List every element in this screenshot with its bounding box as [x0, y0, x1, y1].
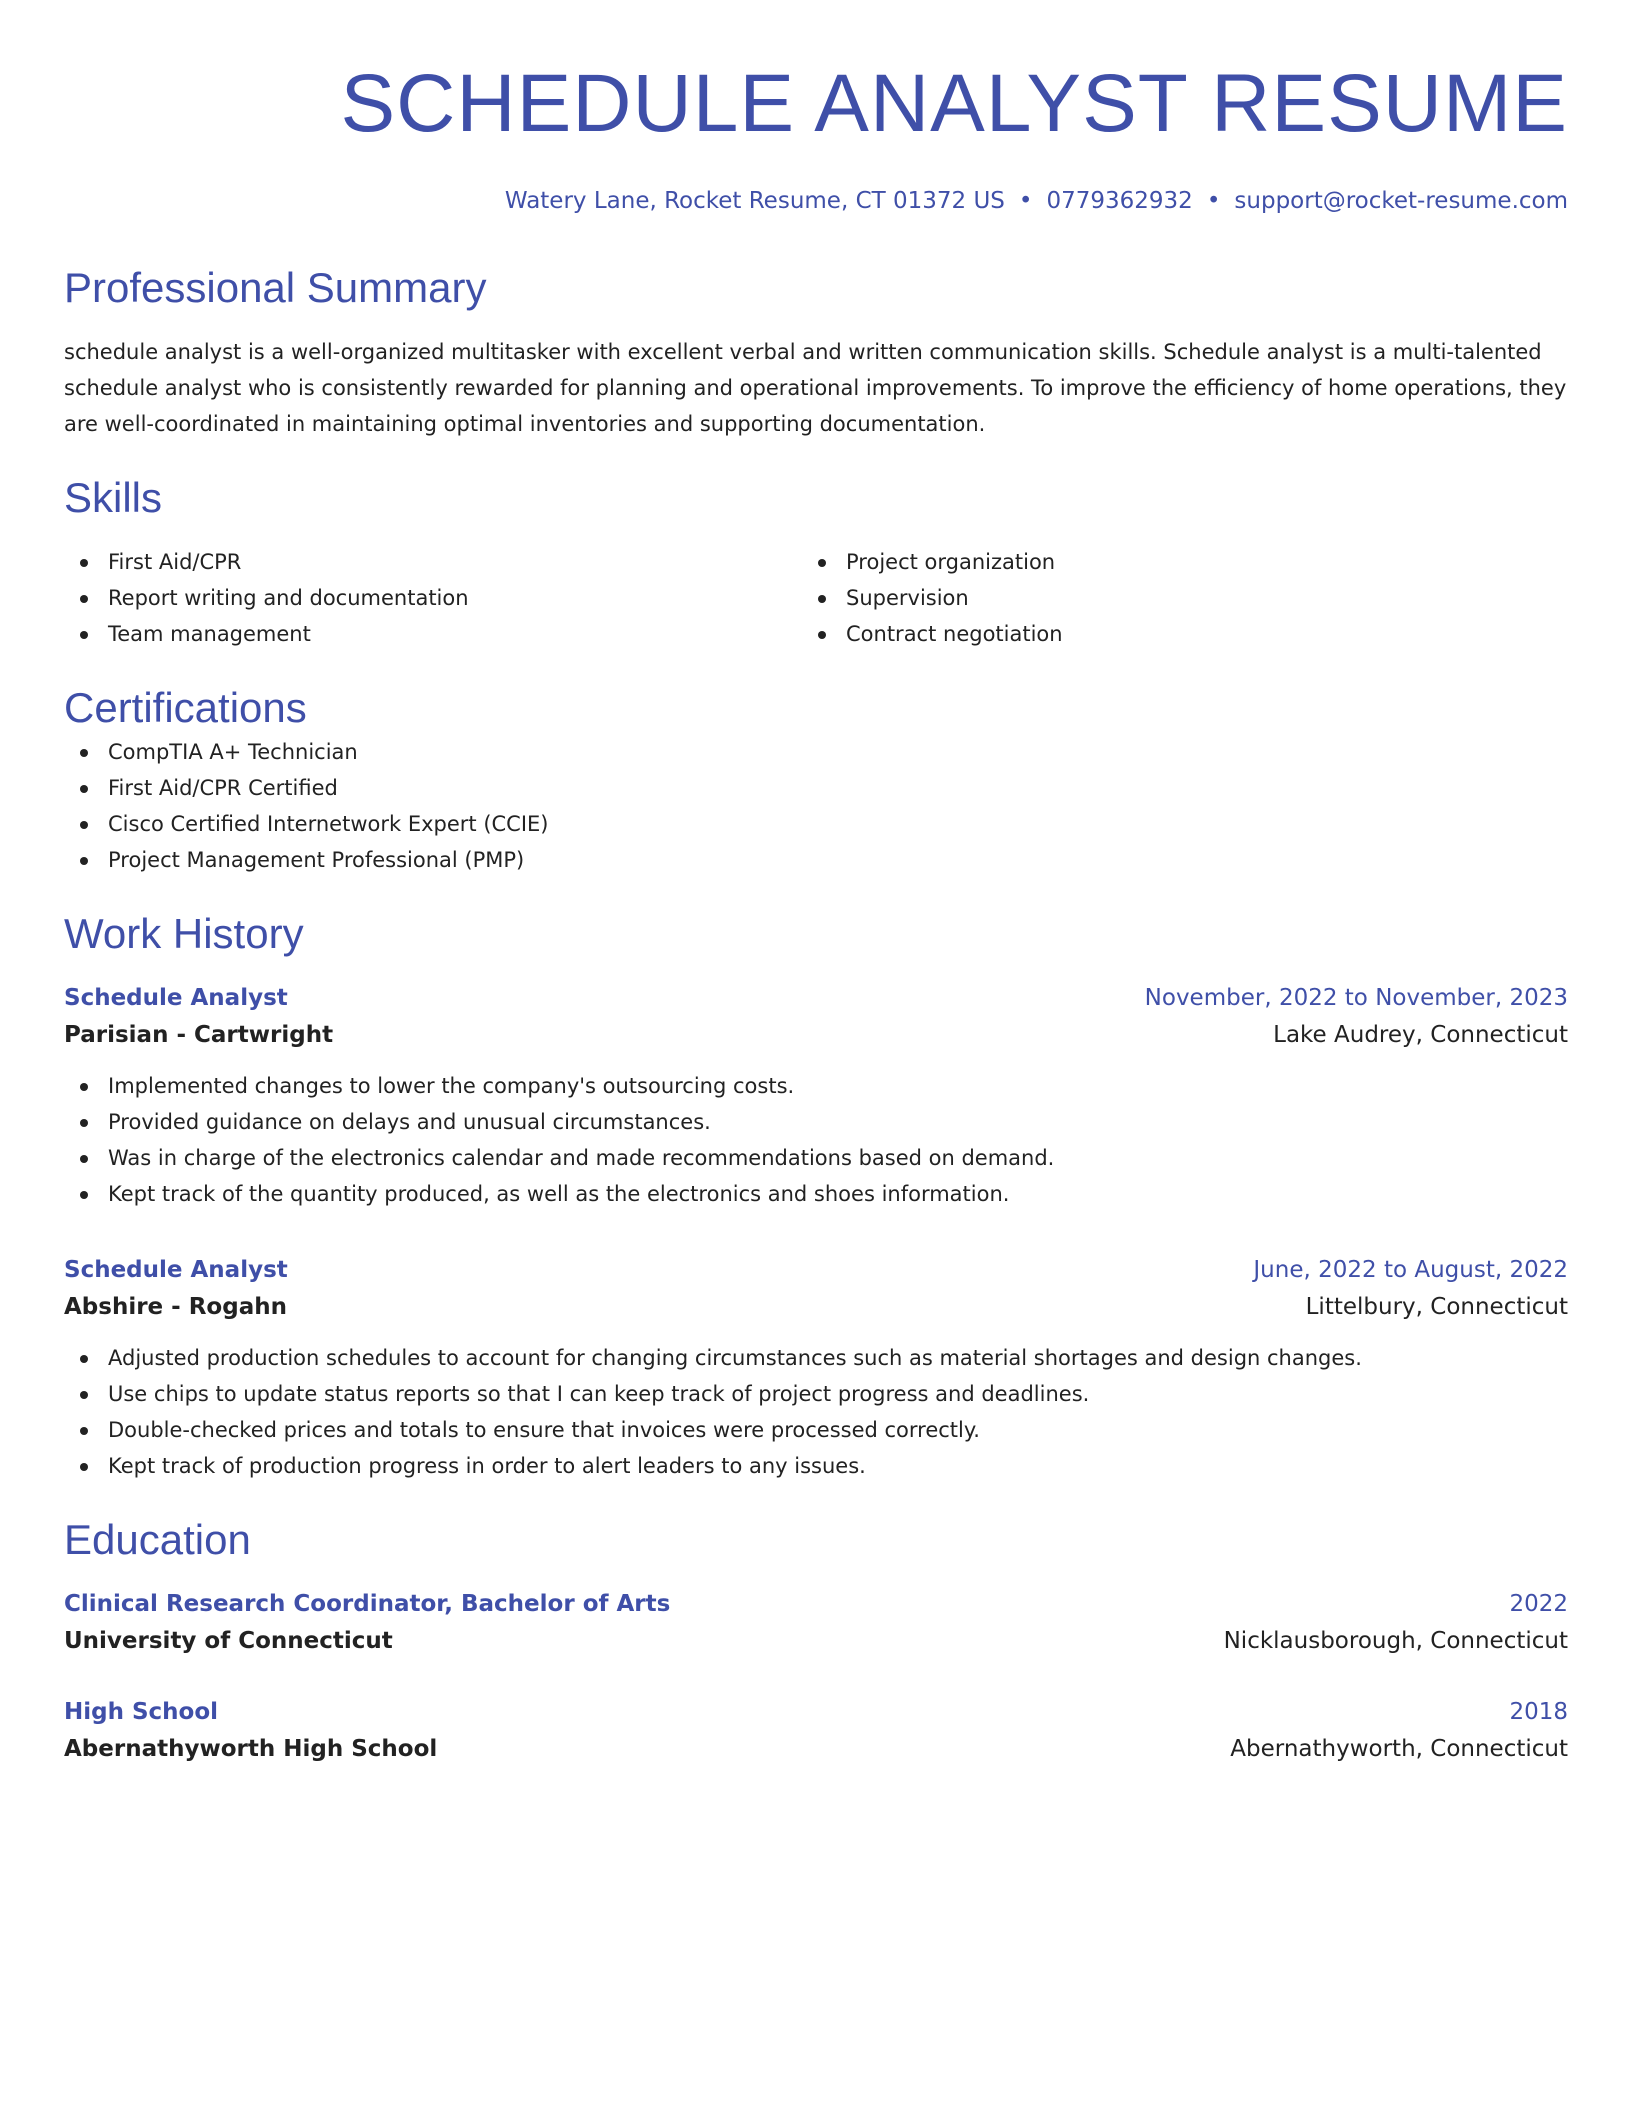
job-title-row — [64, 980, 1568, 1016]
certifications-heading: Certifications — [64, 684, 307, 731]
education-year: 2018 — [1509, 1699, 1568, 1725]
skills-grid — [64, 544, 1568, 652]
education-entry — [64, 1694, 1568, 1768]
certification-item: CompTIA A+ Technician — [64, 734, 1568, 770]
contact-separator: • — [1018, 188, 1033, 214]
resume-header — [64, 56, 1568, 216]
job-company-row — [64, 1288, 1568, 1326]
job-bullet: Double-checked prices and totals to ensure that invoices were processed correctly. — [64, 1412, 1568, 1448]
job-bullet: Kept track of production progress in order to alert leaders to any issues. — [64, 1448, 1568, 1484]
skills-column-right — [802, 544, 1540, 652]
skill-item: Contract negotiation — [802, 616, 1540, 652]
education-heading: Education — [64, 1516, 251, 1563]
job-bullet: Was in charge of the electronics calendar and made recommendations based on demand. — [64, 1140, 1568, 1176]
job-entry — [64, 980, 1568, 1212]
job-location: Lake Audrey, Connecticut — [1273, 1022, 1568, 1048]
education-degree-row — [64, 1586, 1568, 1622]
certification-item: First Aid/CPR Certified — [64, 770, 1568, 806]
certification-item: Project Management Professional (PMP) — [64, 842, 1568, 878]
education-school-row — [64, 1622, 1568, 1660]
education-degree: Clinical Research Coordinator, Bachelor of Arts — [64, 1591, 671, 1617]
job-bullets — [64, 1340, 1568, 1484]
skill-item: Project organization — [802, 544, 1540, 580]
education-school: Abernathyworth High School — [64, 1736, 438, 1762]
summary-text: schedule analyst is a well-organized multitasker with excellent verbal and written communication skills. Schedule analyst is a multi-talented schedule analyst who is consistently rewarded for planning and operational improvements. To improve the efficiency of home operations, they are well-coordinated in maintaining optimal inventories and supporting documentation. — [64, 340, 1567, 436]
education-school-row — [64, 1730, 1568, 1768]
skill-item: Report writing and documentation — [64, 580, 802, 616]
job-dates: June, 2022 to August, 2022 — [1253, 1257, 1568, 1283]
skills-heading: Skills — [64, 474, 163, 521]
skill-item: Supervision — [802, 580, 1540, 616]
job-company-row — [64, 1016, 1568, 1054]
job-location: Littelbury, Connecticut — [1305, 1294, 1568, 1320]
skills-column-left — [64, 544, 802, 652]
job-company: Parisian - Cartwright — [64, 1022, 334, 1048]
education-school: University of Connecticut — [64, 1628, 393, 1654]
education-degree-row — [64, 1694, 1568, 1730]
job-bullet: Adjusted production schedules to account for changing circumstances such as material shortages and design changes. — [64, 1340, 1568, 1376]
certification-item: Cisco Certified Internetwork Expert (CCIE) — [64, 806, 1568, 842]
contact-email: support@rocket-resume.com — [1234, 188, 1568, 214]
job-entry — [64, 1252, 1568, 1484]
job-bullet: Use chips to update status reports so that I can keep track of project progress and deadlines. — [64, 1376, 1568, 1412]
certifications-list — [64, 734, 1568, 878]
job-role: Schedule Analyst — [64, 1257, 288, 1283]
skill-item: First Aid/CPR — [64, 544, 802, 580]
resume-name: SCHEDULE ANALYST RESUME — [340, 58, 1568, 149]
education-degree: High School — [64, 1699, 219, 1725]
job-dates: November, 2022 to November, 2023 — [1144, 985, 1568, 1011]
education-entry — [64, 1586, 1568, 1660]
job-bullet: Implemented changes to lower the company's outsourcing costs. — [64, 1068, 1568, 1104]
education-location: Abernathyworth, Connecticut — [1230, 1736, 1568, 1762]
contact-line — [64, 186, 1568, 216]
contact-separator: • — [1206, 188, 1221, 214]
skill-item: Team management — [64, 616, 802, 652]
education-location: Nicklausborough, Connecticut — [1223, 1628, 1568, 1654]
job-bullet: Provided guidance on delays and unusual circumstances. — [64, 1104, 1568, 1140]
job-bullet: Kept track of the quantity produced, as well as the electronics and shoes information. — [64, 1176, 1568, 1212]
job-role: Schedule Analyst — [64, 985, 288, 1011]
summary-heading: Professional Summary — [64, 264, 487, 311]
work-history-heading: Work History — [64, 910, 304, 957]
contact-address: Watery Lane, Rocket Resume, CT 01372 US — [504, 188, 1005, 214]
contact-phone: 0779362932 — [1046, 188, 1193, 214]
education-year: 2022 — [1509, 1591, 1568, 1617]
job-company: Abshire - Rogahn — [64, 1294, 287, 1320]
job-bullets — [64, 1068, 1568, 1212]
job-title-row — [64, 1252, 1568, 1288]
